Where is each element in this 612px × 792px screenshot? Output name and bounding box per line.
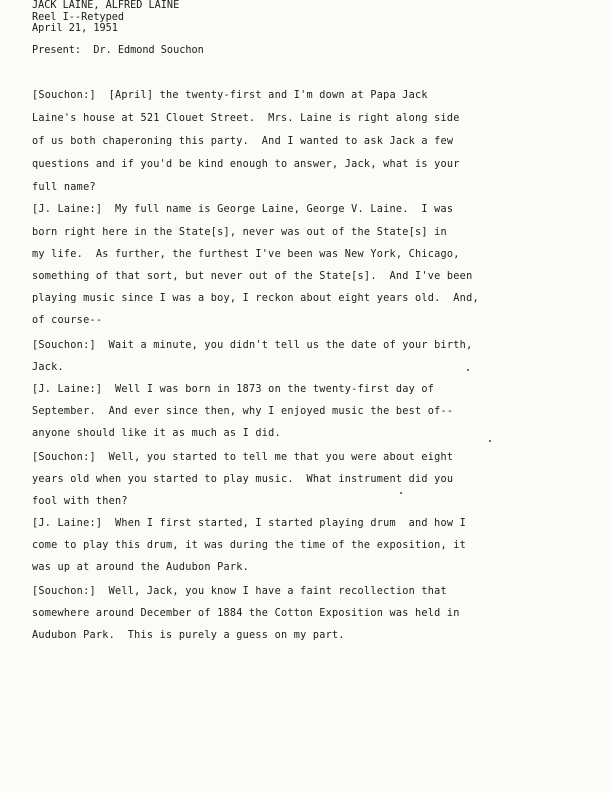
header-date: April 21, 1951	[32, 23, 118, 35]
transcript-line: somewhere around December of 1884 the Cotton Exposition was held in	[32, 608, 460, 619]
header-names: JACK LAINE, ALFRED LAINE	[32, 0, 180, 11]
transcript-line: was up at around the Audubon Park.	[32, 562, 250, 573]
present-line: Present: Dr. Edmond Souchon	[32, 45, 204, 56]
transcript-line: [Souchon:] Well, Jack, you know I have a faint recollection that	[32, 586, 447, 597]
transcript-line: full name?	[32, 182, 96, 193]
transcript-line: Jack.	[32, 362, 64, 373]
transcript-line: anyone should like it as much as I did.	[32, 428, 281, 439]
transcript-line: [J. Laine:] My full name is George Laine, George V. Laine. I was	[32, 204, 454, 215]
scan-speck	[400, 492, 402, 494]
transcript-line: questions and if you'd be kind enough to answer, Jack, what is your	[32, 159, 460, 170]
transcript-line: born right here in the State[s], never was out of the State[s] in	[32, 227, 447, 238]
transcript-line: [Souchon:] Wait a minute, you didn't tell us the date of your birth,	[32, 340, 473, 351]
transcript-line: come to play this drum, it was during the time of the exposition, it	[32, 540, 467, 551]
transcript-line: of us both chaperoning this party. And I wanted to ask Jack a few	[32, 136, 454, 147]
transcript-line: [J. Laine:] Well I was born in 1873 on the twenty-first day of	[32, 384, 435, 395]
transcript-line: playing music since I was a boy, I reckon about eight years old. And,	[32, 293, 479, 304]
document-header	[32, 0, 179, 35]
transcript-line: [Souchon:] [April] the twenty-first and I'm down at Papa Jack	[32, 90, 428, 101]
transcript-line: [J. Laine:] When I first started, I started playing drum and how I	[32, 518, 467, 529]
transcript-line: of course--	[32, 315, 103, 326]
transcript-line: fool with then?	[32, 496, 128, 507]
scan-speck	[467, 369, 469, 371]
transcript-line: September. And ever since then, why I enjoyed music the best of--	[32, 406, 454, 417]
transcript-line: something of that sort, but never out of the State[s]. And I've been	[32, 271, 473, 282]
transcript-line: Laine's house at 521 Clouet Street. Mrs. Laine is right along side	[32, 113, 460, 124]
header-reel: Reel I--Retyped	[32, 11, 125, 23]
scan-speck	[489, 440, 491, 442]
transcript-line: [Souchon:] Well, you started to tell me that you were about eight	[32, 452, 454, 463]
transcript-line: years old when you started to play music. What instrument did you	[32, 474, 454, 485]
transcript-line: Audubon Park. This is purely a guess on my part.	[32, 630, 345, 641]
transcript-line: my life. As further, the furthest I've been was New York, Chicago,	[32, 249, 460, 260]
